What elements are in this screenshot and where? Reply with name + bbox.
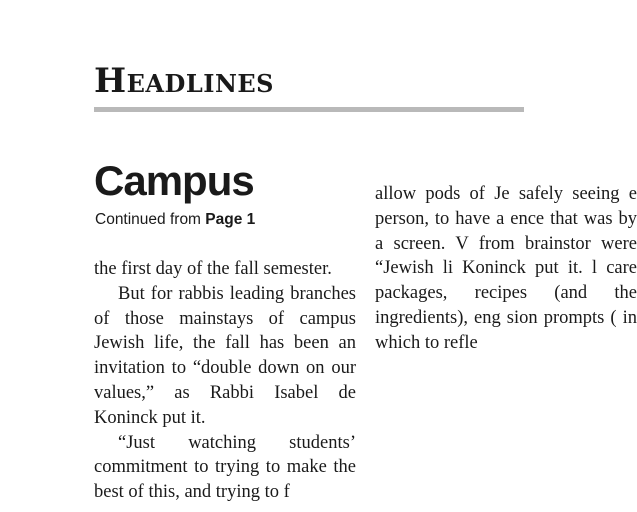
section-divider: [94, 107, 524, 112]
continued-prefix: Continued from: [95, 211, 201, 228]
section-header: Headlines: [94, 61, 275, 101]
article-body-column-right: [375, 182, 637, 356]
continued-page-link[interactable]: Page 1: [205, 211, 256, 228]
article-body-column-left: [94, 257, 356, 505]
body-paragraph: allow pods of Je safely seeing e person, to have a ence that was by a screen. V from brainstor were “Jewish li Koninck put it. l care packages, recipes (and the ingredients), eng sion prompts ( in which to refle: [375, 184, 637, 353]
body-paragraph: the first day of the fall semester.: [94, 259, 332, 279]
body-paragraph: “Just watching students’ commitment to trying to make the best of this, and trying to f: [94, 432, 356, 503]
continuation-note: [95, 212, 255, 228]
article-headline: Campus: [94, 157, 254, 204]
body-paragraph: But for rabbis leading branches of those mainstays of campus Jewish life, the fall has been an invitation to “double down on our values,” as Rabbi Isabel de Koninck put it.: [94, 283, 356, 428]
